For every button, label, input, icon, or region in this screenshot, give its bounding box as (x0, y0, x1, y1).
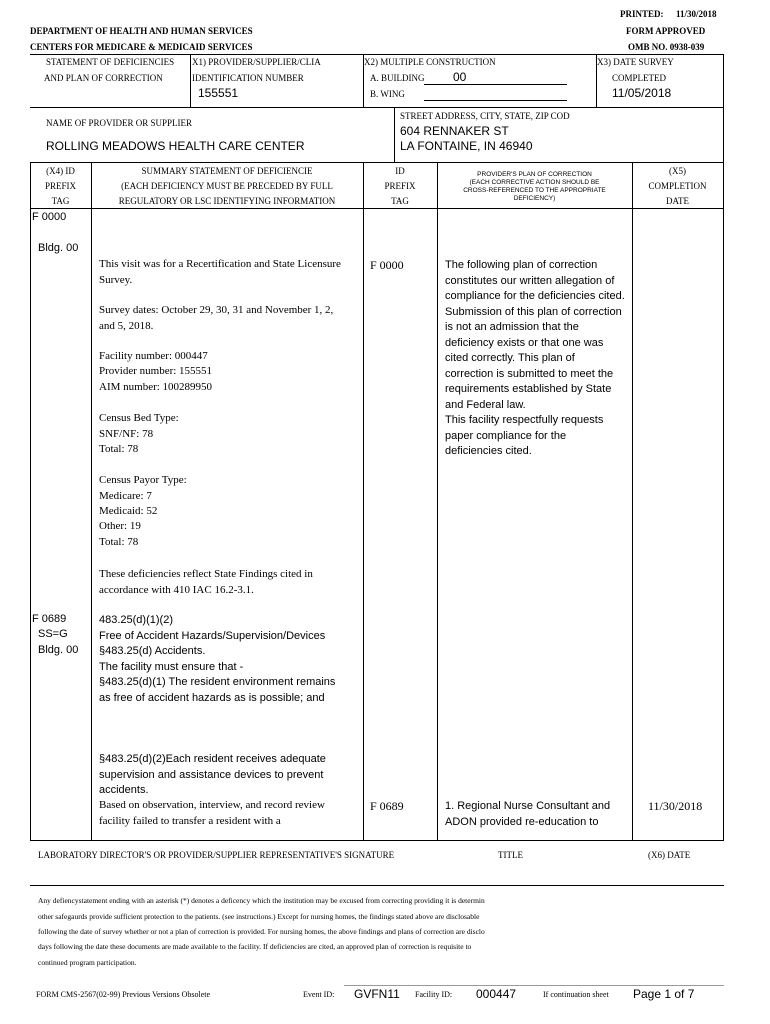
disclaimer-line5: continued program participation. (38, 958, 137, 967)
plan-header-line1: PROVIDER'S PLAN OF CORRECTION (477, 171, 592, 178)
finding-text: Based on observation, interview, and record review facility failed to transfer a resident with a (99, 799, 325, 827)
col-line-id (363, 162, 364, 840)
rule-top (30, 54, 724, 55)
rule-header-bottom (30, 208, 724, 209)
facility-id-label: Facility ID: (415, 990, 453, 999)
plan-of-correction-text: The following plan of correction constitutes our written allegation of compliance for the deficiencies cited. Submission of this plan of correction is not an admission that the deficiency exists or that one was cited correctly. This plan of correction is submitted to meet the requirements established by State and Federal law. This facility respectfully requests paper compliance for the deficiencies cited. (445, 259, 625, 457)
prefix-tag-2: F 0689 (32, 613, 67, 625)
title-label: TITLE (498, 850, 523, 860)
omb-number: OMB NO. 0938-039 (628, 42, 705, 52)
summary-header-line3: REGULATORY OR LSC IDENTIFYING INFORMATION (118, 196, 336, 206)
medicaid-count: Medicaid: 52 (99, 505, 158, 517)
address-label: STREET ADDRESS, CITY, STATE, ZIP COD (400, 111, 570, 121)
severity-tag-2: SS=G (38, 628, 68, 640)
disclaimer-line3: following the date of survey whether or not a plan of correction is provided. For nursing homes, the above findings and plans of correction are disclo (38, 927, 485, 936)
total-bed-count: Total: 78 (99, 443, 139, 455)
plan-header-line2: (EACH CORRECTIVE ACTION SHOULD BE (469, 179, 600, 186)
wing-label: B. WING (370, 89, 405, 99)
form-approved: FORM APPROVED (626, 26, 706, 36)
rule-body-bottom (30, 840, 724, 841)
rule-id-bottom (30, 107, 724, 108)
disclaimer-line4: days following the date these documents are made available to the facility. If deficiencies are cited, an approved plan of correction is requisite to (38, 942, 472, 951)
x5-header-line2: COMPLETION (648, 181, 707, 191)
regulation-text: 483.25(d)(1)(2) Free of Accident Hazards/Supervision/Devices §483.25(d) Accidents. The facility must ensure that - §483.25(d)(1) The resident environment remains as free of accident hazards as is possible; and (99, 614, 336, 704)
continuation-label: If continuation sheet (543, 990, 609, 999)
rule-provider-bottom (30, 162, 724, 163)
id-header-line2: PREFIX (384, 181, 416, 191)
event-id-value: GVFN11 (354, 987, 400, 1001)
building-tag-2: Bldg. 00 (38, 644, 79, 656)
department-title: DEPARTMENT OF HEALTH AND HUMAN SERVICES (30, 26, 253, 36)
intro-text: This visit was for a Recertification and State Licensure Survey. (99, 258, 341, 286)
disclaimer-line1: Any defiencystatement ending with an asterisk (*) denotes a deficency which the institution may be excused from correcting providing it is determin (38, 896, 485, 905)
survey-dates-text: Survey dates: October 29, 30, 31 and November 1, 2, and 5, 2018. (99, 304, 334, 332)
facility-id-value: 000447 (476, 987, 517, 1001)
divider-right (723, 54, 724, 162)
col-line-plan (437, 162, 438, 840)
col-line-summary (91, 162, 92, 840)
x2-label: X2) MULTIPLE CONSTRUCTION (364, 57, 496, 67)
rule-footer-top (344, 985, 724, 986)
plan-header-line4: DEFICIENCY) (513, 195, 556, 202)
date-label: (X6) DATE (648, 850, 691, 860)
address-line2: LA FONTAINE, IN 46940 (400, 139, 533, 153)
building-tag-1: Bldg. 00 (38, 242, 79, 254)
x1-label-line2: IDENTIFICATION NUMBER (192, 73, 304, 83)
id-header-line3: TAG (391, 196, 409, 206)
centers-title: CENTERS FOR MEDICARE & MEDICAID SERVICES (30, 42, 253, 52)
x4-header-line2: PREFIX (44, 181, 76, 191)
page-number: Page 1 of 7 (633, 987, 695, 1001)
prefix-tag-1: F 0000 (32, 211, 67, 223)
regulation-text-2: §483.25(d)(2)Each resident receives adequate supervision and assistance devices to prevent accidents. (99, 753, 326, 796)
provider-number: Provider number: 155551 (99, 365, 213, 377)
summary-header-line1: SUMMARY STATEMENT OF DEFICIENCIE (141, 166, 313, 176)
col-line-right (723, 162, 724, 840)
divider-x1 (190, 54, 191, 107)
x3-completed: COMPLETED (612, 73, 666, 83)
medicare-count: Medicare: 7 (99, 490, 152, 502)
snf-count: SNF/NF: 78 (99, 428, 154, 440)
building-value: 00 (453, 70, 467, 84)
wing-underline (424, 100, 567, 101)
statement-label-line2: AND PLAN OF CORRECTION (44, 73, 163, 83)
facility-number: Facility number: 000447 (99, 350, 208, 362)
id-header-line1: ID (395, 166, 405, 176)
printed-label: PRINTED: (620, 9, 664, 19)
plan-header-line3: CROSS-REFERENCED TO THE APPROPRIATE (463, 187, 606, 194)
signature-label: LABORATORY DIRECTOR'S OR PROVIDER/SUPPLIER REPRESENTATIVE'S SIGNATURE (38, 850, 395, 860)
col-line-completion (632, 162, 633, 840)
x3-label: X3) DATE SURVEY (597, 57, 674, 67)
survey-date-value: 11/05/2018 (612, 86, 672, 100)
x5-header-line3: DATE (666, 196, 689, 206)
event-id-label: Event ID: (303, 990, 335, 999)
census-payor-type: Census Payor Type: (99, 474, 187, 486)
divider-provider (394, 107, 395, 162)
census-bed-type: Census Bed Type: (99, 412, 179, 424)
completion-date-2: 11/30/2018 (648, 799, 703, 813)
form-id: FORM CMS-2567(02-99) Previous Versions Obsolete (36, 990, 211, 999)
plan-of-correction-2: 1. Regional Nurse Consultant and ADON provided re-education to (445, 800, 611, 828)
printed-date: 11/30/2018 (676, 9, 717, 19)
building-label: A. BUILDING (370, 73, 425, 83)
statement-label-line1: STATEMENT OF DEFICIENCIES (46, 57, 175, 67)
id-tag-1: F 0000 (370, 258, 404, 272)
x1-label-line1: X1) PROVIDER/SUPPLIER/CLIA (192, 57, 321, 67)
provider-name-value: ROLLING MEADOWS HEALTH CARE CENTER (46, 139, 305, 153)
summary-header-line2: (EACH DEFICIENCY MUST BE PRECEDED BY FULL (121, 181, 333, 191)
x4-header-line3: TAG (51, 196, 70, 206)
building-underline (424, 84, 567, 85)
provider-name-label: NAME OF PROVIDER OR SUPPLIER (46, 118, 193, 128)
rule-signature-bottom (30, 885, 724, 886)
total-payor-count: Total: 78 (99, 536, 139, 548)
aim-number: AIM number: 100289950 (99, 381, 213, 393)
other-count: Other: 19 (99, 520, 141, 532)
x4-header-line1: (X4) ID (46, 166, 75, 176)
provider-id-value: 155551 (198, 86, 239, 100)
id-tag-2: F 0689 (370, 799, 404, 813)
x5-header-line1: (X5) (669, 166, 686, 176)
disclaimer-line2: other safegaurds provide sufficient protection to the patients. (see instructions.) Except for nursing homes, the findings stated above are disclosable (38, 912, 480, 921)
state-findings-text: These deficiencies reflect State Findings cited in accordance with 410 IAC 16.2-3.1. (99, 568, 313, 596)
address-line1: 604 RENNAKER ST (400, 124, 509, 138)
col-line-left (30, 162, 31, 840)
